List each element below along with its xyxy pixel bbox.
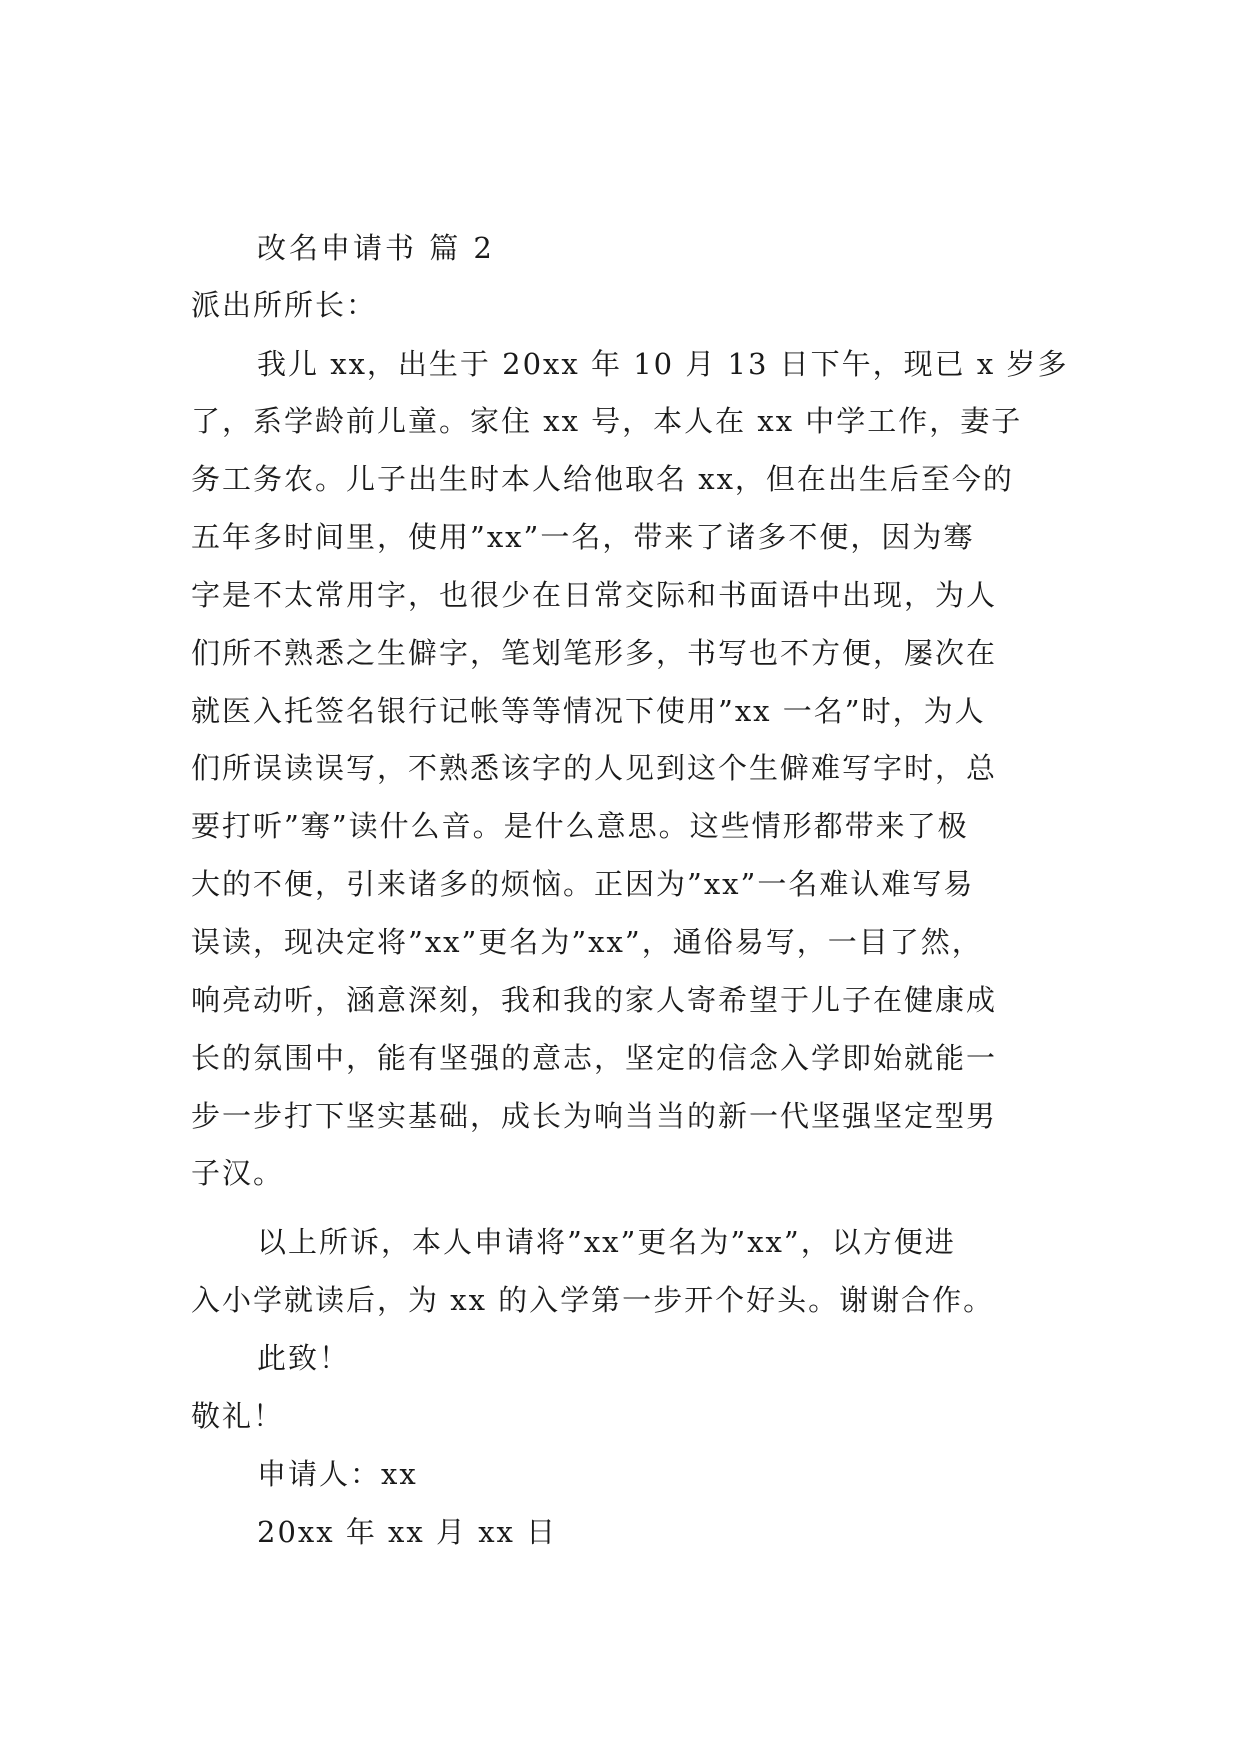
- applicant: 申请人：xx: [257, 1457, 418, 1491]
- body-line: 们所不熟悉之生僻字，笔划笔形多，书写也不方便，屡次在: [191, 636, 998, 670]
- body-line: 大的不便，引来诸多的烦恼。正因为”xx”一名难认难写易: [191, 867, 975, 901]
- body-line: 以上所诉，本人申请将”xx”更名为”xx”，以方便进: [257, 1225, 956, 1259]
- closing: 此致！: [257, 1341, 351, 1375]
- salutation: 派出所所长：: [191, 288, 378, 322]
- body-line: 务工务农。儿子出生时本人给他取名 xx，但在出生后至今的: [191, 462, 1014, 496]
- body-line: 就医入托签名银行记帐等等情况下使用”xx 一名”时，为人: [191, 694, 986, 728]
- body-line: 长的氛围中，能有坚强的意志，坚定的信念入学即始就能一: [191, 1041, 998, 1075]
- body-line: 们所误读误写，不熟悉该字的人见到这个生僻难写字时，总: [191, 751, 998, 785]
- body-line: 响亮动听，涵意深刻，我和我的家人寄希望于儿子在健康成: [191, 983, 998, 1017]
- body-line: 入小学就读后，为 xx 的入学第一步开个好头。谢谢合作。: [191, 1283, 995, 1317]
- body-line: 五年多时间里，使用”xx”一名，带来了诸多不便，因为骞: [191, 520, 975, 554]
- regards: 敬礼！: [191, 1399, 285, 1433]
- body-line: 了，系学龄前儿童。家住 xx 号，本人在 xx 中学工作，妻子: [191, 404, 1023, 438]
- body-line: 要打听”骞”读什么音。是什么意思。这些情形都带来了极: [191, 809, 969, 843]
- body-line: 字是不太常用字，也很少在日常交际和书面语中出现，为人: [191, 578, 998, 612]
- document-title: 改名申请书 篇 2: [257, 231, 495, 265]
- body-line: 我儿 xx，出生于 20xx 年 10 月 13 日下午，现已 x 岁多: [257, 347, 1069, 381]
- body-line: 误读，现决定将”xx”更名为”xx”，通俗易写，一目了然，: [191, 925, 983, 959]
- body-line: 步一步打下坚实基础，成长为响当当的新一代坚强坚定型男: [191, 1099, 998, 1133]
- date: 20xx 年 xx 月 xx 日: [257, 1515, 558, 1549]
- body-line: 子汉。: [191, 1156, 285, 1190]
